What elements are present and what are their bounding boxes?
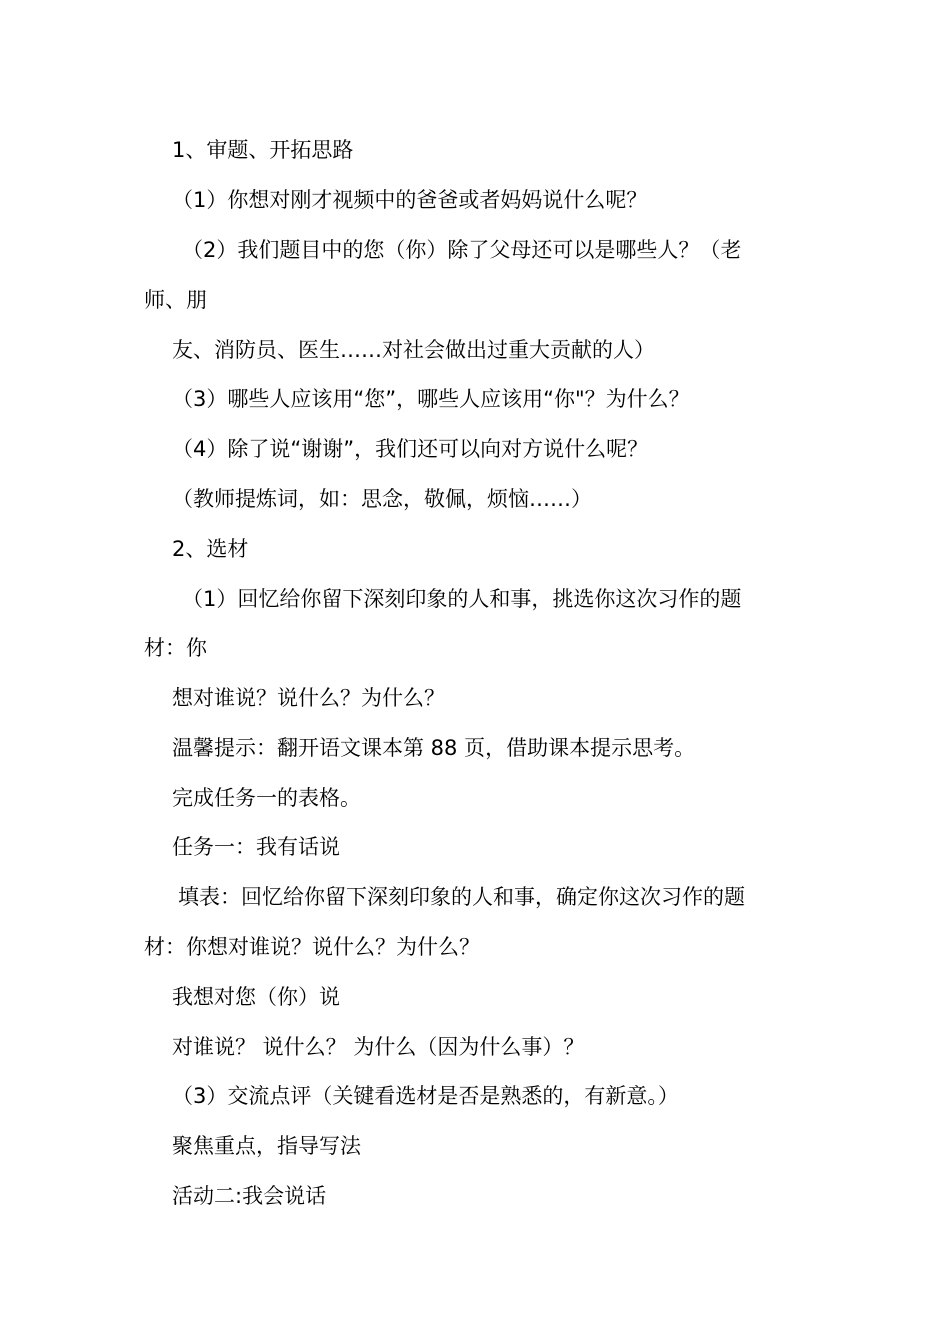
- heading-review-topic: 1、审题、开拓思路: [172, 138, 354, 162]
- warm-tip: 温馨提示：翻开语文课本第 88 页，借助课本提示思考。: [172, 736, 696, 760]
- fill-table-instruction: 填表：回忆给你留下深刻印象的人和事，确定你这次习作的题: [178, 885, 745, 909]
- focus-guidance: 聚焦重点，指导写法: [172, 1134, 361, 1158]
- selection-step-1-continued: 材：你: [144, 636, 207, 660]
- selection-step-1: （1）回忆给你留下深刻印象的人和事，挑选你这次习作的题: [182, 587, 742, 611]
- question-2-continued: 师、朋: [144, 288, 207, 312]
- question-3: （3）哪些人应该用“您”，哪些人应该用“你"？为什么？: [172, 387, 690, 411]
- question-2: （2）我们题目中的您（你）除了父母还可以是哪些人？（老: [182, 238, 742, 262]
- teacher-note: （教师提炼词，如：思念，敬佩，烦恼……）: [172, 487, 592, 511]
- selection-step-1-continued-2: 想对谁说？说什么？为什么？: [172, 686, 445, 710]
- fill-table-instruction-continued: 材：你想对谁说？说什么？为什么？: [144, 935, 480, 959]
- table-headers: 对谁说？ 说什么？ 为什么（因为什么事）？: [172, 1035, 585, 1059]
- question-1: （1）你想对刚才视频中的爸爸或者妈妈说什么呢？: [172, 188, 648, 212]
- heading-material-selection: 2、选材: [172, 537, 249, 561]
- exchange-review: （3）交流点评（关键看选材是否是熟悉的，有新意。）: [172, 1084, 679, 1108]
- task-one-title: 任务一：我有话说: [172, 835, 340, 859]
- activity-two-title: 活动二:我会说话: [172, 1184, 327, 1208]
- complete-table-note: 完成任务一的表格。: [172, 786, 361, 810]
- table-title: 我想对您（你）说: [172, 985, 340, 1009]
- question-2-continued-2: 友、消防员、医生……对社会做出过重大贡献的人）: [172, 338, 655, 362]
- question-4: （4）除了说“谢谢”，我们还可以向对方说什么呢？: [172, 437, 649, 461]
